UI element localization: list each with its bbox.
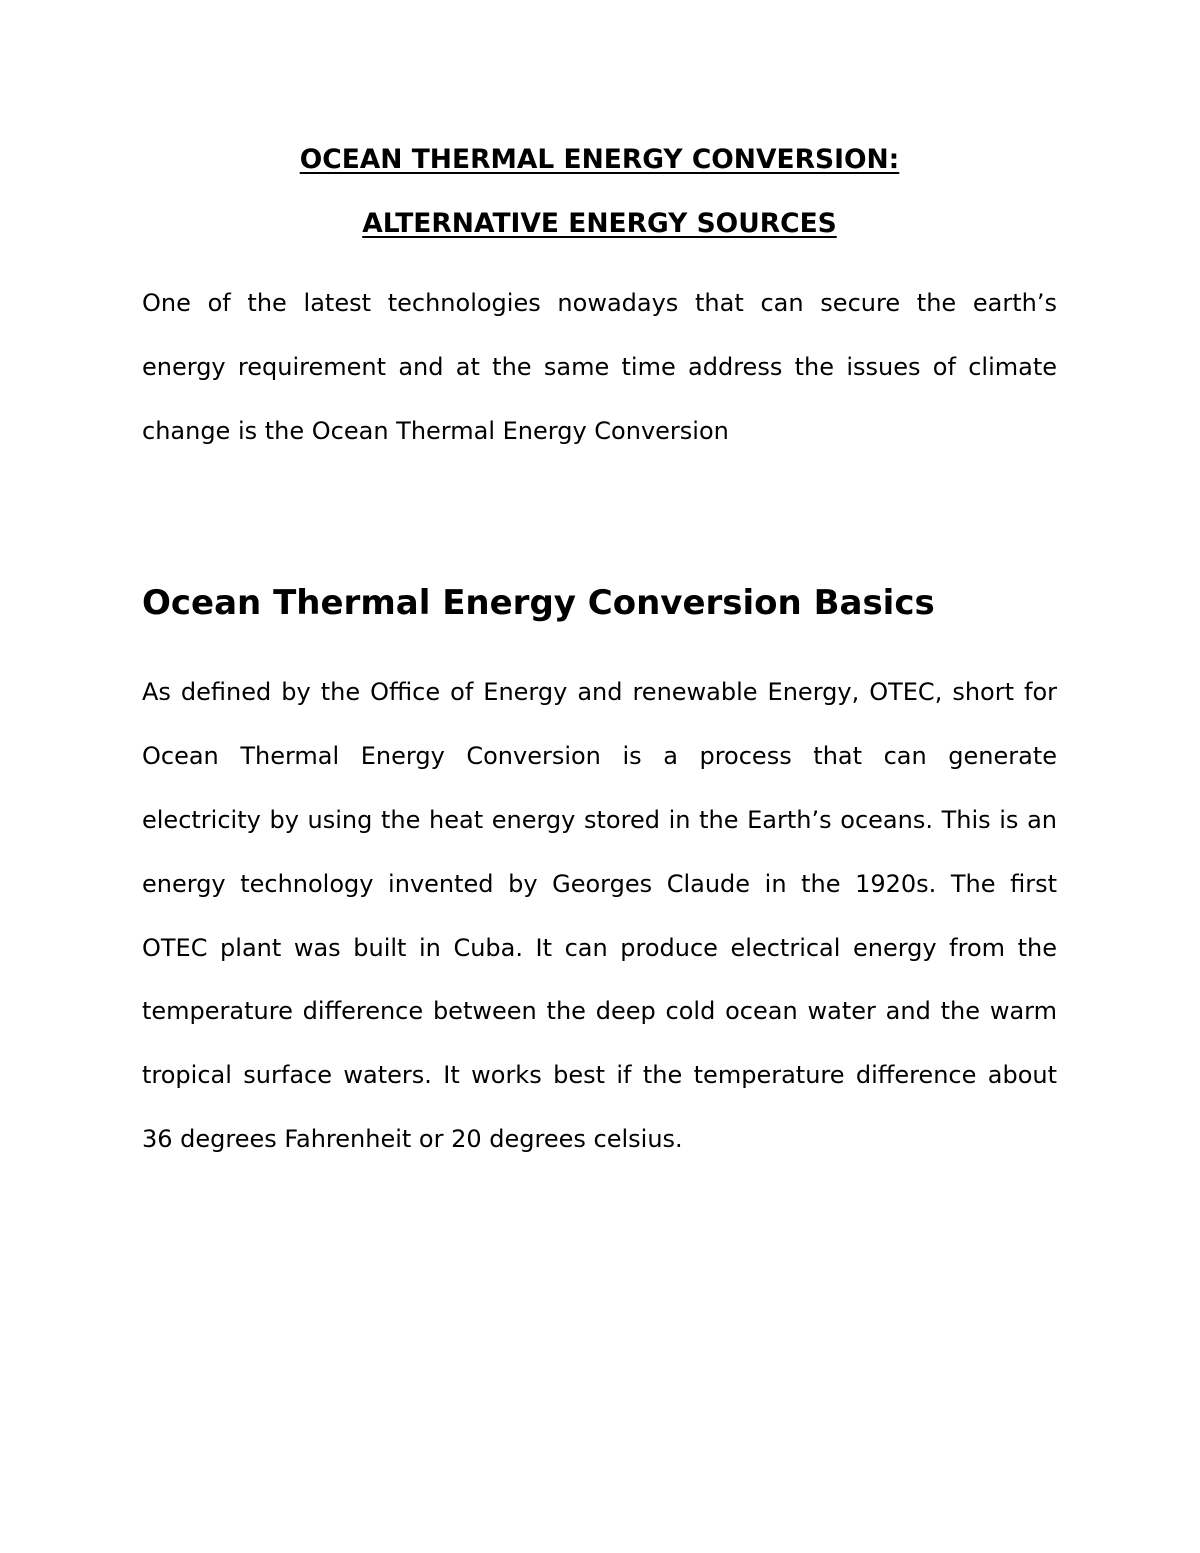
intro-paragraph: One of the latest technologies nowadays that can secure the earth’s energy requirement and at the same time address the issues of climate change is the Ocean Thermal Energy Conversion [142,289,1057,445]
document-title-line-2: ALTERNATIVE ENERGY SOURCES [362,208,837,239]
document-content [142,136,1057,1172]
body-paragraph: As defined by the Office of Energy and renewable Energy, OTEC, short for Ocean Thermal Energy Conversion is a process that can generate electricity by using the heat energy stored in the Earth’s oceans. This is an energy technology invented by Georges Claude in the 1920s. The first OTEC plant was built in Cuba. It can produce electrical energy from the temperature difference between the deep cold ocean water and the warm tropical surface waters. It works best if the temperature difference about 36 degrees Fahrenheit or 20 degrees celsius. [142,678,1057,1153]
document-title-line-1: OCEAN THERMAL ENERGY CONVERSION: [299,144,900,175]
section-heading: Ocean Thermal Energy Conversion Basics [142,583,935,624]
